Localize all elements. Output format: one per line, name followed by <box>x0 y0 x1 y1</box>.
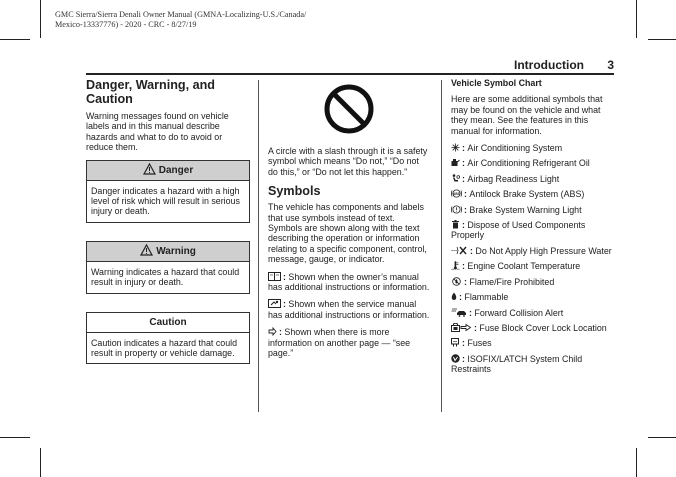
symbol-item: : Fuse Block Cover Lock Location <box>451 323 616 333</box>
intro-paragraph: Warning messages found on vehicle labels and in this manual describe hazards and what to do to avoid or reduce them. <box>86 111 229 153</box>
refrigerant-icon <box>451 158 460 167</box>
warning-label: Warning <box>156 245 196 257</box>
crop-mark <box>636 0 637 38</box>
see-page-text: Shown when there is more information on another page — “see page.” <box>268 327 411 359</box>
symbol-item: : Flammable <box>451 292 616 302</box>
do-not-circle-icon <box>322 82 376 136</box>
book-icon <box>268 272 281 281</box>
service-manual-icon <box>268 299 281 308</box>
danger-label: Danger <box>158 164 194 176</box>
symbol-item: : Air Conditioning Refrigerant Oil <box>451 158 616 168</box>
warning-triangle-icon <box>140 244 153 256</box>
symbol-item: : Brake System Warning Light <box>451 205 616 215</box>
collision-alert-icon <box>451 308 467 317</box>
no-flame-icon <box>451 277 462 286</box>
symbol-item: : Air Conditioning System <box>451 143 616 153</box>
warning-text: Warning indicates a hazard that could result in injury or death. <box>91 266 240 288</box>
battery-dispose-icon <box>451 220 460 229</box>
isofix-icon <box>451 354 460 363</box>
caution-box <box>86 312 250 365</box>
symbol-item: : Airbag Readiness Light <box>451 174 616 184</box>
arrow-right-icon <box>268 327 277 336</box>
symbol-item: : Engine Coolant Temperature <box>451 261 616 271</box>
fuse-block-icon <box>451 323 472 332</box>
circle-explanation: A circle with a slash through it is a safety symbol which means “Do not,” “Do not do this,” or “Do not let this happen.” <box>268 146 428 177</box>
crop-mark <box>648 437 676 438</box>
warning-triangle-icon <box>143 163 156 175</box>
page-number: 3 <box>607 58 614 72</box>
doc-header-line1: GMC Sierra/Sierra Denali Owner Manual (GMNA-Localizing-U.S./Canada/ <box>55 10 307 19</box>
crop-mark <box>0 437 30 438</box>
crop-mark <box>636 448 637 477</box>
symbols-intro: The vehicle has components and labels that use symbols instead of text. Symbols are shown along with the text describing the operation or information relating to a specific component, control, message, gauge, or indicator. <box>268 202 427 265</box>
fuse-icon <box>451 338 460 347</box>
section-title: Introduction <box>514 58 584 72</box>
flame-icon <box>451 292 457 301</box>
column-2 <box>268 78 430 366</box>
doc-header <box>55 10 306 30</box>
symbol-item: ABS : Antilock Brake System (ABS) <box>451 189 616 199</box>
column-divider <box>258 80 259 412</box>
symbol-item: : Dispose of Used Components Properly <box>451 220 586 241</box>
danger-text: Danger indicates a hazard with a high level of risk which will result in serious injury or death. <box>91 185 240 217</box>
snowflake-icon <box>451 143 460 152</box>
crop-mark <box>40 448 41 477</box>
symbol-chart-heading: Vehicle Symbol Chart <box>451 78 542 88</box>
column-divider <box>441 80 442 412</box>
symbol-item: : Fuses <box>451 338 616 348</box>
header-rule <box>86 73 614 75</box>
column-3 <box>451 78 616 380</box>
crop-mark <box>648 39 676 40</box>
column-1 <box>86 78 250 382</box>
crop-mark <box>40 0 41 38</box>
doc-header-line2: Mexico-13337776) - 2020 - CRC - 8/27/19 <box>55 20 197 29</box>
owner-manual-symbol: : Shown when the owner’s manual has additional instructions or information. <box>268 271 430 293</box>
symbols-heading: Symbols <box>268 184 321 199</box>
service-manual-symbol: : Shown when the service manual has additional instructions or information. <box>268 299 430 320</box>
caution-text: Caution indicates a hazard that could result in property or vehicle damage. <box>91 337 238 359</box>
caution-label: Caution <box>149 316 187 328</box>
coolant-temp-icon <box>451 261 460 270</box>
high-pressure-water-icon <box>451 246 468 255</box>
section-heading: Danger, Warning, and Caution <box>86 78 215 106</box>
abs-icon <box>451 189 462 198</box>
svg-text:ABS: ABS <box>453 192 460 197</box>
caution-header <box>87 313 249 333</box>
crop-mark <box>0 39 30 40</box>
symbol-chart-intro: Here are some additional symbols that may be found on the vehicle and what they mean. See the features in this manual for information. <box>451 94 603 136</box>
warning-box <box>86 241 250 294</box>
symbol-item: : ISOFIX/LATCH System Child Restraints <box>451 353 583 375</box>
symbol-item: : Do Not Apply High Pressure Water <box>451 246 616 256</box>
danger-box <box>86 160 250 223</box>
symbol-item: : Flame/Fire Prohibited <box>451 277 616 287</box>
service-manual-text: Shown when the service manual has additional instructions or information. <box>268 299 430 320</box>
danger-header <box>87 161 249 181</box>
symbol-item: : Forward Collision Alert <box>451 308 616 318</box>
warning-header <box>87 242 249 262</box>
owner-manual-text: Shown when the owner’s manual has additional instructions or information. <box>268 271 430 293</box>
running-head <box>86 58 614 72</box>
airbag-icon <box>451 174 460 183</box>
brake-warning-icon <box>451 205 462 214</box>
see-page-symbol: : Shown when there is more information on another page — “see page.” <box>268 327 411 359</box>
